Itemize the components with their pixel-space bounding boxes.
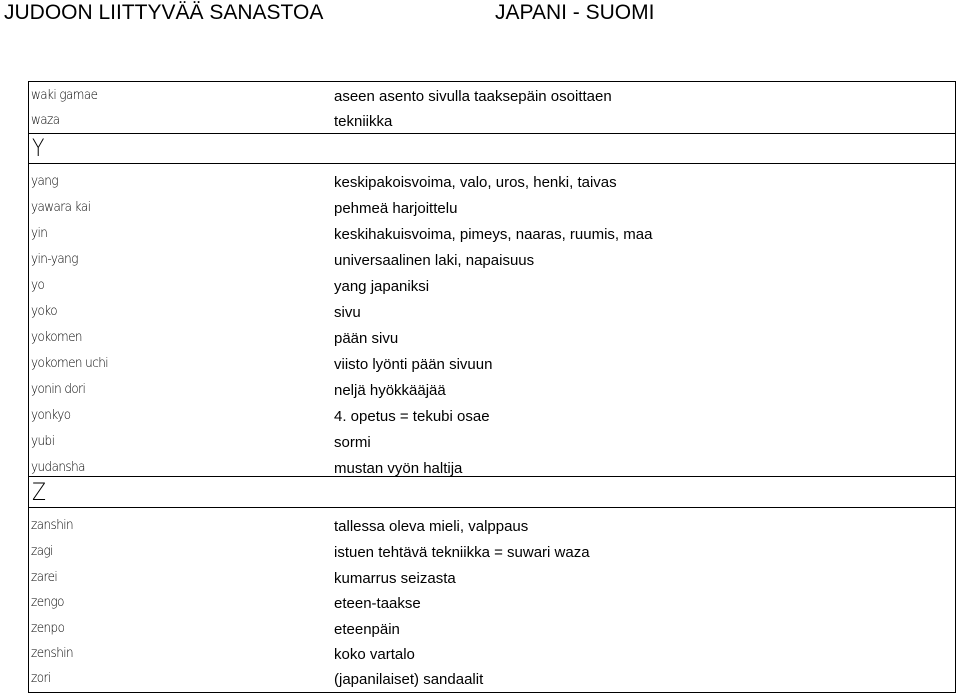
term-definition: tekniikka: [334, 113, 393, 130]
table-row: [29, 351, 955, 377]
term-japanese: zori: [31, 671, 51, 686]
term-definition: eteenpäin: [334, 621, 400, 638]
table-row: [29, 403, 955, 429]
term-japanese: yang: [31, 174, 58, 189]
term-japanese: zanshin: [31, 518, 74, 533]
term-definition: keskihakuisvoima, pimeys, naaras, ruumis, maa: [334, 226, 653, 243]
term-definition: universaalinen laki, napaisuus: [334, 252, 535, 269]
term-japanese: waki gamae: [31, 88, 98, 103]
table-row: [29, 641, 955, 667]
section-letter: Y: [32, 134, 45, 162]
term-definition: eteen-taakse: [334, 595, 421, 612]
term-definition: aseen asento sivulla taaksepäin osoittaen: [334, 88, 612, 105]
table-row: [29, 565, 955, 591]
section-letter: Z: [32, 478, 46, 506]
document-title: JUDOON LIITTYVÄÄ SANASTOA: [4, 1, 324, 24]
term-japanese: zagi: [31, 544, 53, 559]
term-definition: kumarrus seizasta: [334, 570, 456, 587]
term-japanese: zenpo: [31, 621, 65, 636]
term-definition: pään sivu: [334, 330, 399, 347]
table-row: [29, 616, 955, 642]
table-row: [29, 247, 955, 273]
table-row: [29, 108, 955, 134]
table-row: [29, 513, 955, 539]
section-heading-y: [29, 133, 955, 163]
section-heading-z: [29, 477, 955, 507]
table-row: [29, 590, 955, 616]
term-definition: pehmeä harjoittelu: [334, 200, 458, 217]
document-subtitle: JAPANI - SUOMI: [495, 1, 655, 24]
term-definition: mustan vyön haltija: [334, 460, 463, 477]
term-japanese: yonin dori: [31, 382, 86, 397]
table-row: [29, 666, 955, 692]
table-row: [29, 539, 955, 565]
term-definition: sormi: [334, 434, 371, 451]
term-japanese: yin: [31, 226, 48, 241]
term-japanese: yonkyo: [31, 408, 71, 423]
term-japanese: yubi: [31, 434, 55, 449]
table-row: [29, 325, 955, 351]
table-row: [29, 299, 955, 325]
table-row: [29, 221, 955, 247]
term-definition: viisto lyönti pään sivuun: [334, 356, 493, 373]
term-definition: istuen tehtävä tekniikka = suwari waza: [334, 544, 590, 561]
term-japanese: yo: [31, 278, 45, 293]
term-japanese: yokomen uchi: [31, 356, 109, 371]
term-definition: tallessa oleva mieli, valppaus: [334, 518, 529, 535]
term-definition: neljä hyökkääjää: [334, 382, 446, 399]
term-japanese: yoko: [31, 304, 58, 319]
term-definition: 4. opetus = tekubi osae: [334, 408, 490, 425]
table-row: [29, 83, 955, 109]
term-japanese: yawara kai: [31, 200, 91, 215]
term-japanese: zenshin: [31, 646, 74, 661]
term-japanese: yokomen: [31, 330, 82, 345]
term-japanese: zengo: [31, 595, 64, 610]
term-definition: koko vartalo: [334, 646, 415, 663]
table-row: [29, 273, 955, 299]
term-definition: sivu: [334, 304, 361, 321]
term-japanese: yin-yang: [31, 252, 78, 267]
term-japanese: yudansha: [31, 460, 85, 475]
term-definition: yang japaniksi: [334, 278, 430, 295]
term-definition: keskipakoisvoima, valo, uros, henki, taivas: [334, 174, 617, 191]
table-row: [29, 169, 955, 195]
glossary-table: [28, 81, 956, 693]
term-japanese: waza: [31, 113, 60, 128]
table-row: [29, 195, 955, 221]
term-japanese: zarei: [31, 570, 58, 585]
term-definition: (japanilaiset) sandaalit: [334, 671, 484, 688]
table-row: [29, 377, 955, 403]
table-row: [29, 429, 955, 455]
